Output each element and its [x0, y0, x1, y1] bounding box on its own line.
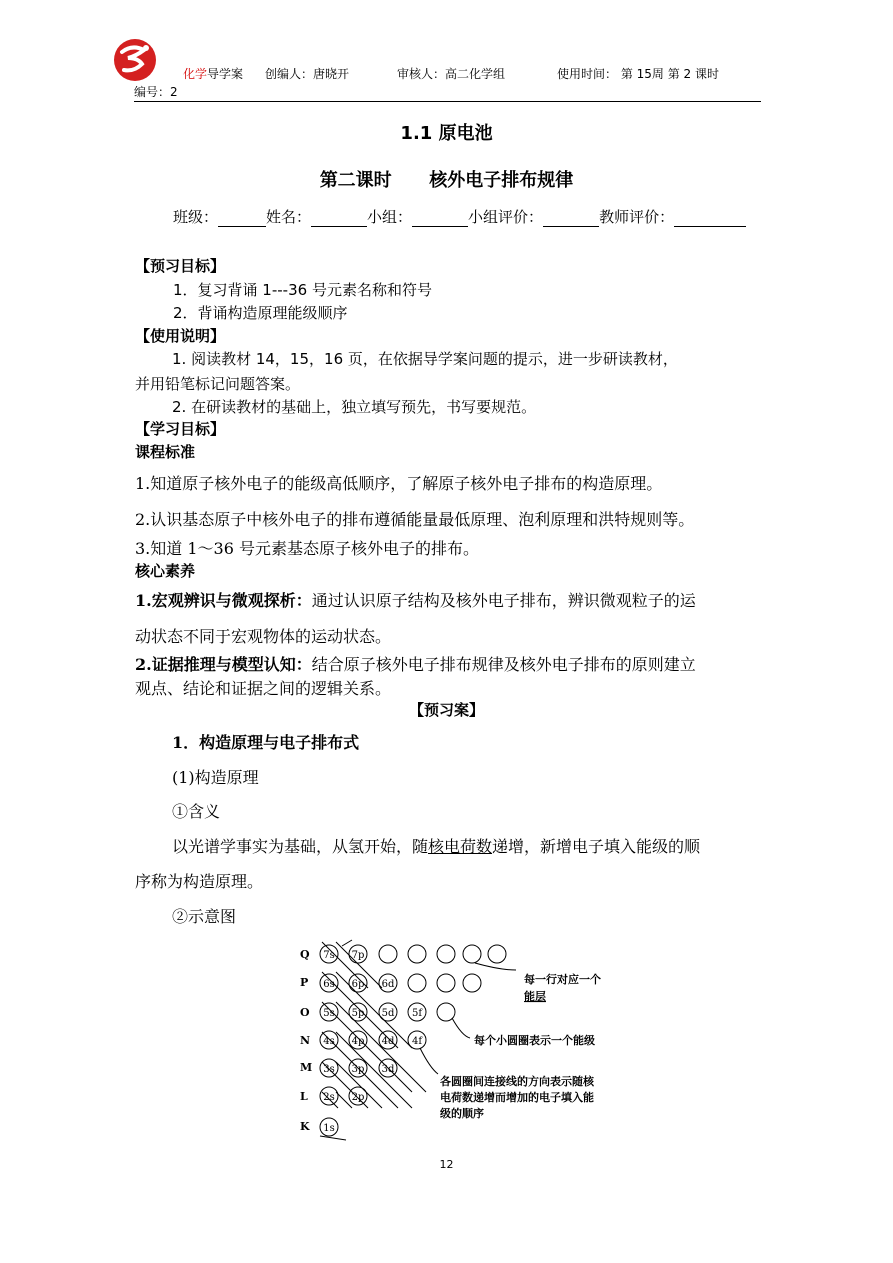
aufbau-diagram	[290, 936, 650, 1146]
preview-goal-heading: 【预习目标】	[135, 257, 226, 275]
core-item-2b: 观点、结论和证据之间的逻辑关系。	[135, 679, 392, 698]
core-item-1a	[135, 588, 696, 611]
header-usage-time: 使用时间： 第 15周 第 2 课时	[557, 67, 719, 81]
usage-item-1a: 1. 阅读教材 14，15，16 页，在依据导学案问题的提示，进一步研读教材，	[172, 350, 678, 368]
class-label: 班级：	[173, 208, 219, 226]
subtopic-aufbau: (1)构造原理	[172, 768, 259, 787]
orbital-3p: 3p	[351, 1064, 365, 1075]
header-black-label: 导学案	[207, 67, 244, 81]
class-blank	[218, 210, 266, 227]
orbital-7s: 7s	[323, 950, 335, 961]
header-brand	[183, 65, 243, 82]
annotation-row: 每一行对应一个	[524, 973, 601, 986]
standard-1: 1.知道原子核外电子的能级高低顺序，了解原子核外电子排布的构造原理。	[135, 474, 663, 493]
preview-goal-item-2: 2．背诵构造原理能级顺序	[173, 304, 348, 322]
core-item-2-label: 2.证据推理与模型认知：	[135, 655, 312, 674]
connector-lines	[320, 940, 426, 1140]
name-blank	[311, 210, 367, 227]
header-red-label: 化学	[183, 67, 208, 81]
course-standard-heading: 课程标准	[135, 443, 196, 461]
annotation-circle: 每个小圆圈表示一个能级	[474, 1034, 595, 1047]
core-item-1b: 动状态不同于宏观物体的运动状态。	[135, 627, 392, 646]
annotations	[440, 972, 601, 1120]
standard-2: 2.认识基态原子中核外电子的排布遵循能量最低原理、泡利原理和洪特规则等。	[135, 510, 695, 529]
shell-label-m: M	[300, 1061, 313, 1074]
group-eval-blank	[543, 210, 599, 227]
definition-line-2: 序称为构造原理。	[135, 872, 264, 891]
core-item-2-text: 结合原子核外电子排布规律及核外电子排布的原则建立	[311, 655, 696, 674]
group-blank	[412, 210, 468, 227]
orbital-2s: 2s	[323, 1092, 335, 1103]
usage-item-1b: 并用铅笔标记问题答案。	[135, 375, 301, 393]
definition-text-2: 递增，新增电子填入能级的顺	[492, 837, 701, 856]
orbital-5p: 5p	[351, 1008, 365, 1019]
annotation-line-1: 各圆圈间连接线的方向表示随核	[440, 1075, 594, 1088]
core-item-1-text: 通过认识原子结构及核外电子排布，辨识微观粒子的运	[311, 591, 696, 610]
core-literacy-heading: 核心素养	[135, 562, 196, 580]
page-subtitle: 第二课时 核外电子排布规律	[319, 170, 574, 191]
page-number: 12	[439, 1158, 454, 1171]
page-title: 1.1 原电池	[400, 123, 493, 144]
header-reviewer: 审核人：高二化学组	[397, 67, 506, 81]
orbital-5f: 5f	[411, 1008, 423, 1019]
definition-line-1	[172, 834, 700, 857]
diagram-label: ②示意图	[172, 907, 237, 926]
header-number: 编号：2	[134, 85, 178, 99]
name-label: 姓名：	[266, 208, 312, 226]
annotation-line-2: 电荷数递增而增加的电子填入能	[440, 1091, 594, 1104]
orbital-4p: 4p	[351, 1036, 365, 1047]
orbital-4d: 4d	[381, 1036, 395, 1047]
student-info-fields	[173, 206, 746, 227]
shell-label-n: N	[300, 1034, 311, 1047]
orbital-3s: 3s	[323, 1064, 335, 1075]
orbital-5s: 5s	[323, 1008, 335, 1019]
school-logo-icon	[112, 38, 158, 82]
usage-item-2: 2. 在研读教材的基础上，独立填写预先，书写要规范。	[172, 398, 537, 416]
definition-underlined: 核电荷数	[428, 837, 493, 856]
core-item-2a	[135, 652, 696, 675]
standard-3: 3.知道 1～36 号元素基态原子核外电子的排布。	[135, 539, 479, 558]
row-4	[320, 1031, 426, 1049]
shell-labels	[300, 948, 312, 1133]
row-6	[320, 974, 481, 992]
orbital-6p: 6p	[351, 979, 365, 990]
shell-label-q: Q	[300, 948, 310, 961]
orbital-4s: 4s	[323, 1036, 335, 1047]
annotation-line-3: 级的顺序	[440, 1107, 484, 1120]
annotation-row-layer: 能层	[524, 990, 546, 1003]
teacher-eval-blank	[674, 210, 746, 227]
group-eval-label: 小组评价：	[468, 208, 544, 226]
orbital-6s: 6s	[323, 979, 335, 990]
shell-label-p: P	[300, 976, 309, 989]
usage-heading: 【使用说明】	[135, 327, 226, 345]
orbital-6d: 6d	[381, 979, 395, 990]
orbital-4f: 4f	[411, 1036, 423, 1047]
topic-heading: 1．构造原理与电子排布式	[172, 733, 360, 752]
core-item-1-label: 1.宏观辨识与微观探析：	[135, 591, 312, 610]
orbital-7p: 7p	[351, 950, 365, 961]
preview-goal-item-1: 1．复习背诵 1---36 号元素名称和符号	[173, 281, 432, 299]
definition-text-1: 以光谱学事实为基础，从氢开始，随	[172, 837, 429, 856]
orbital-1s: 1s	[323, 1123, 335, 1134]
shell-label-k: K	[300, 1120, 310, 1133]
shell-label-o: O	[300, 1006, 310, 1019]
orbital-2p: 2p	[351, 1092, 365, 1103]
orbital-3d: 3d	[381, 1064, 395, 1075]
group-label: 小组：	[367, 208, 413, 226]
meaning-label: ①含义	[172, 802, 221, 821]
teacher-eval-label: 教师评价：	[599, 208, 675, 226]
header-author: 创编人：唐晓开	[265, 67, 350, 81]
orbital-5d: 5d	[381, 1008, 395, 1019]
header-divider	[134, 101, 761, 102]
annotation-pointers	[420, 963, 516, 1074]
shell-label-l: L	[300, 1090, 308, 1103]
learning-goal-heading: 【学习目标】	[135, 420, 226, 438]
preview-case-heading: 【预习案】	[408, 701, 484, 719]
